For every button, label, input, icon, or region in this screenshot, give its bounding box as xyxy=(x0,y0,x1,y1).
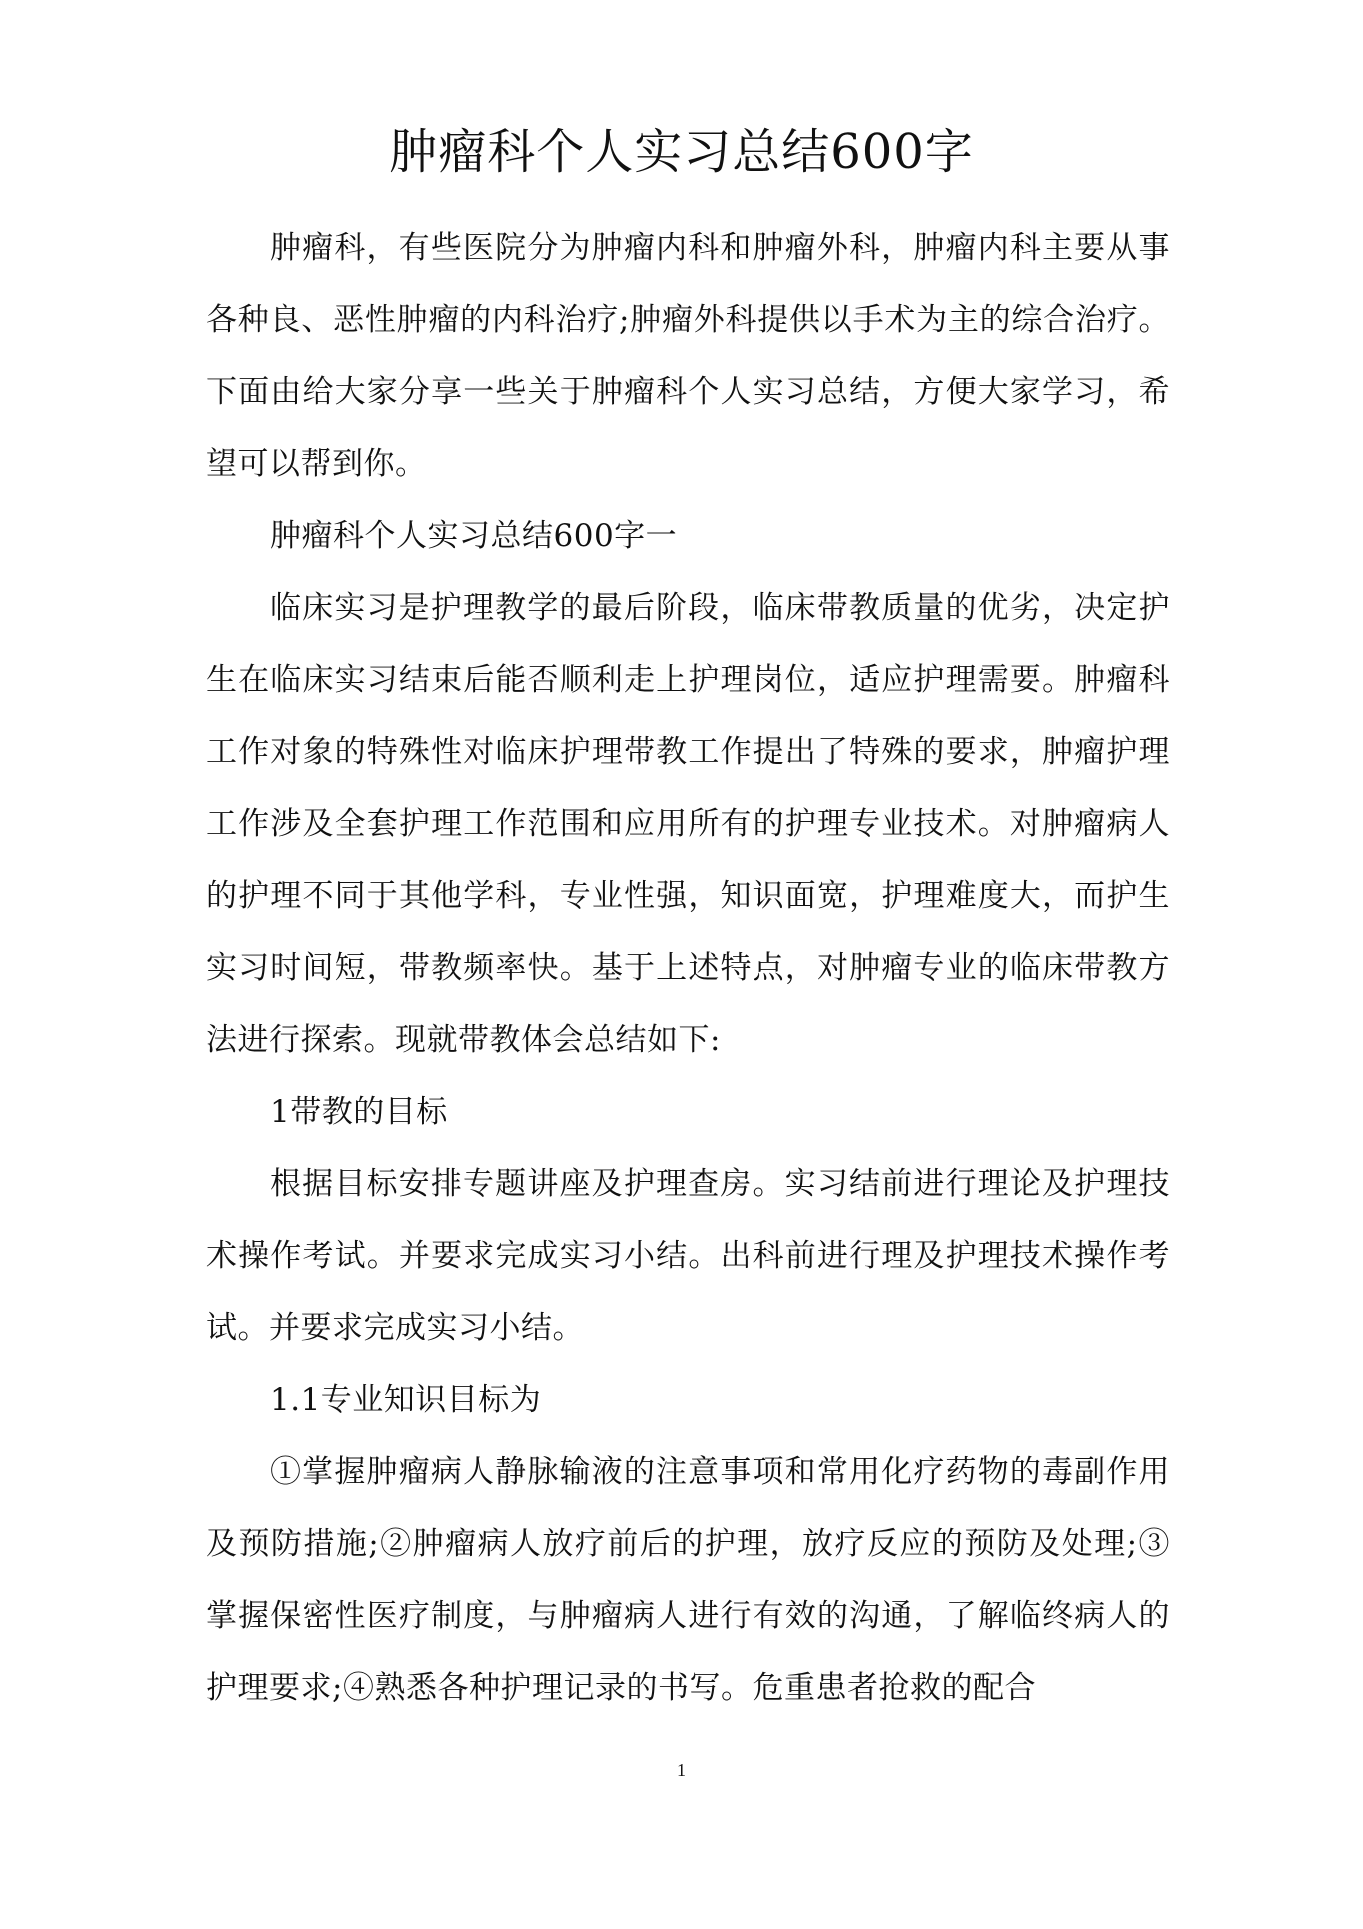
paragraph-knowledge-list: ①掌握肿瘤病人静脉输液的注意事项和常用化疗药物的毒副作用及预防措施;②肿瘤病人放疗前后的护理，放疗反应的预防及处理;③掌握保密性医疗制度，与肿瘤病人进行有效的沟通，了解临终病人的护理要求;④熟悉各种护理记录的书写。危重患者抢救的配合 xyxy=(206,1454,1170,1706)
page-number: 1 xyxy=(677,1760,686,1780)
subheading-knowledge-goal: 1.1专业知识目标为 xyxy=(270,1382,542,1418)
section-heading: 肿瘤科个人实习总结600字一 xyxy=(270,518,678,554)
paragraph-goal-details: 根据目标安排专题讲座及护理查房。实习结前进行理论及护理技术操作考试。并要求完成实习小结。出科前进行理及护理技术操作考试。并要求完成实习小结。 xyxy=(206,1166,1170,1346)
subheading-teaching-goal: 1带教的目标 xyxy=(270,1094,448,1130)
paragraph-intro: 肿瘤科，有些医院分为肿瘤内科和肿瘤外科，肿瘤内科主要从事各种良、恶性肿瘤的内科治疗;肿瘤外科提供以手术为主的综合治疗。下面由给大家分享一些关于肿瘤科个人实习总结，方便大家学习，希望可以帮到你。 xyxy=(206,230,1170,482)
paragraph-clinical-internship: 临床实习是护理教学的最后阶段，临床带教质量的优劣，决定护生在临床实习结束后能否顺利走上护理岗位，适应护理需要。肿瘤科工作对象的特殊性对临床护理带教工作提出了特殊的要求，肿瘤护理工作涉及全套护理工作范围和应用所有的护理专业技术。对肿瘤病人的护理不同于其他学科，专业性强，知识面宽，护理难度大，而护生实习时间短，带教频率快。基于上述特点，对肿瘤专业的临床带教方法进行探索。现就带教体会总结如下: xyxy=(206,590,1170,1058)
document-title: 肿瘤科个人实习总结600字 xyxy=(389,124,974,180)
document-body xyxy=(206,212,1170,1724)
